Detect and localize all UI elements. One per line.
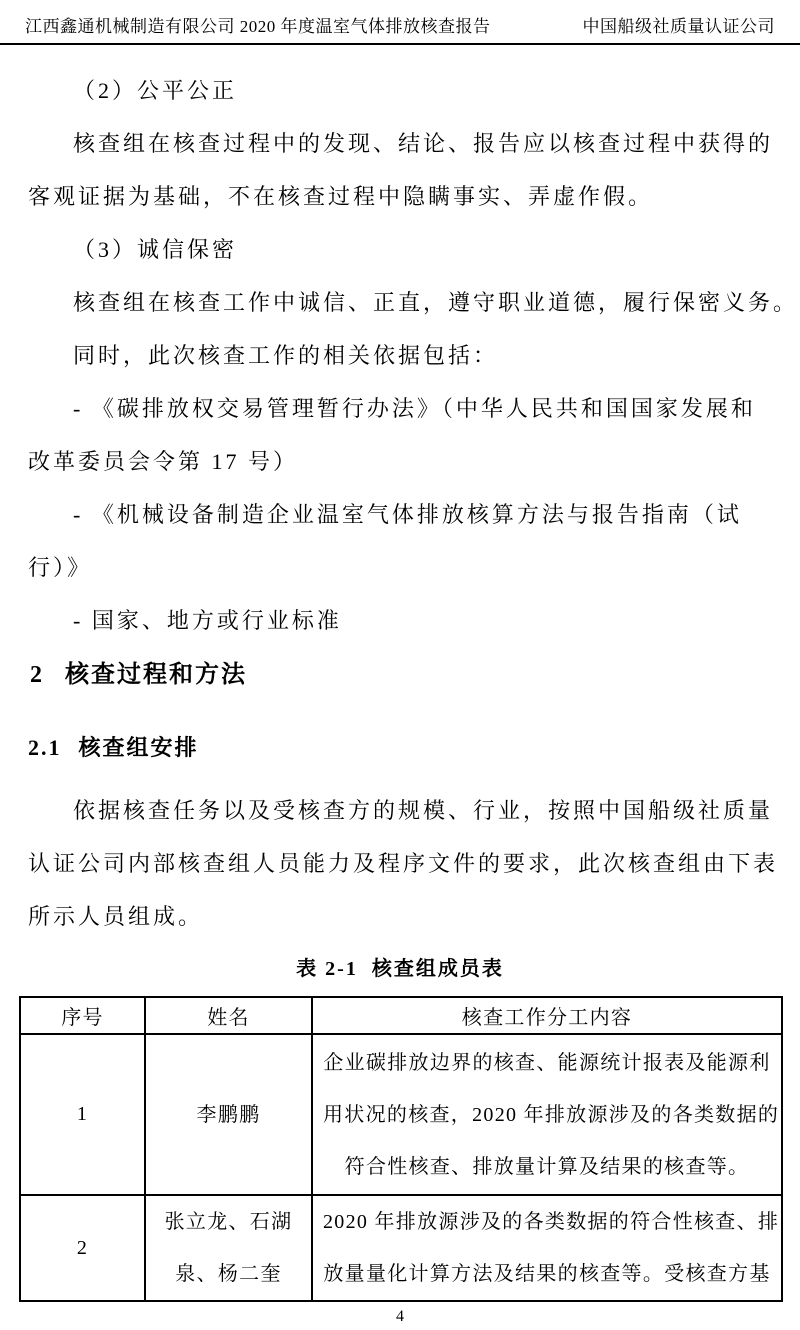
item-2-heading: （2）公平公正 — [73, 78, 238, 103]
page-number: 4 — [396, 1308, 404, 1325]
cell-serial: 1 — [20, 1034, 145, 1195]
section-number: 2.1 — [28, 735, 62, 760]
table-row — [20, 1034, 782, 1195]
basis-ref-line: - 国家、地方或行业标准 — [73, 608, 342, 633]
item-3-heading: （3）诚信保密 — [73, 237, 238, 262]
cell-text-line: 2020 年排放源涉及的各类数据的符合性核查、排 — [323, 1211, 780, 1233]
basis-ref-line: - 《碳排放权交易管理暂行办法》（中华人民共和国国家发展和 — [73, 396, 756, 421]
section-2-1-heading — [28, 721, 772, 774]
section-number: 2 — [30, 662, 44, 688]
cell-duty — [312, 1034, 782, 1195]
verification-team-table — [19, 996, 783, 1302]
paragraph-line: 核查组在核查过程中的发现、结论、报告应以核查过程中获得的 — [73, 131, 774, 156]
section-title: 核查过程和方法 — [65, 662, 247, 688]
cell-name — [145, 1195, 312, 1301]
document-body — [0, 64, 800, 996]
col-header-name: 姓名 — [145, 997, 312, 1034]
cell-name — [145, 1034, 312, 1195]
paragraph-line: 认证公司内部核查组人员能力及程序文件的要求，此次核查组由下表 — [28, 851, 779, 876]
section-title: 核查组安排 — [78, 735, 199, 760]
cell-text-line: 李鹏鹏 — [196, 1103, 261, 1126]
cell-serial: 2 — [20, 1195, 145, 1301]
table-caption-title: 核查组成员表 — [371, 958, 504, 980]
basis-ref-line: 行）》 — [28, 555, 93, 580]
paragraph-line: 依据核查任务以及受核查方的规模、行业，按照中国船级社质量 — [73, 798, 774, 823]
cell-duty — [312, 1195, 782, 1301]
header-report-title: 江西鑫通机械制造有限公司 2020 年度温室气体排放核查报告 — [25, 17, 491, 36]
table-row — [20, 1195, 782, 1301]
paragraph-line: 核查组在核查工作中诚信、正直，遵守职业道德，履行保密义务。 — [73, 290, 799, 315]
col-header-serial: 序号 — [20, 997, 145, 1034]
basis-ref-line: - 《机械设备制造企业温室气体排放核算方法与报告指南（试 — [73, 502, 742, 527]
running-header — [0, 0, 800, 45]
table-caption-label: 表 2-1 — [296, 958, 358, 980]
cell-text-line: 放量量化计算方法及结果的核查等。受核查方基 — [323, 1263, 771, 1285]
section-2-heading — [28, 647, 772, 703]
table-caption — [28, 943, 772, 996]
cell-text-line: 张立龙、石湖 — [164, 1211, 293, 1233]
paragraph-line: 客观证据为基础，不在核查过程中隐瞒事实、弄虚作假。 — [28, 184, 654, 209]
header-company-name: 中国船级社质量认证公司 — [582, 17, 775, 36]
cell-text-line: 企业碳排放边界的核查、能源统计报表及能源利 — [323, 1051, 771, 1074]
basis-intro-line: 同时，此次核查工作的相关依据包括： — [73, 343, 499, 368]
basis-ref-line: 改革委员会令第 17 号） — [28, 449, 299, 474]
cell-text-line: 泉、杨二奎 — [175, 1263, 282, 1285]
table-header-row — [20, 997, 782, 1034]
paragraph-line: 所示人员组成。 — [28, 904, 204, 929]
cell-text-line: 用状况的核查，2020 年排放源涉及的各类数据的 — [323, 1103, 780, 1126]
col-header-duty: 核查工作分工内容 — [312, 997, 782, 1034]
cell-text-line: 符合性核查、排放量计算及结果的核查等。 — [344, 1155, 750, 1178]
